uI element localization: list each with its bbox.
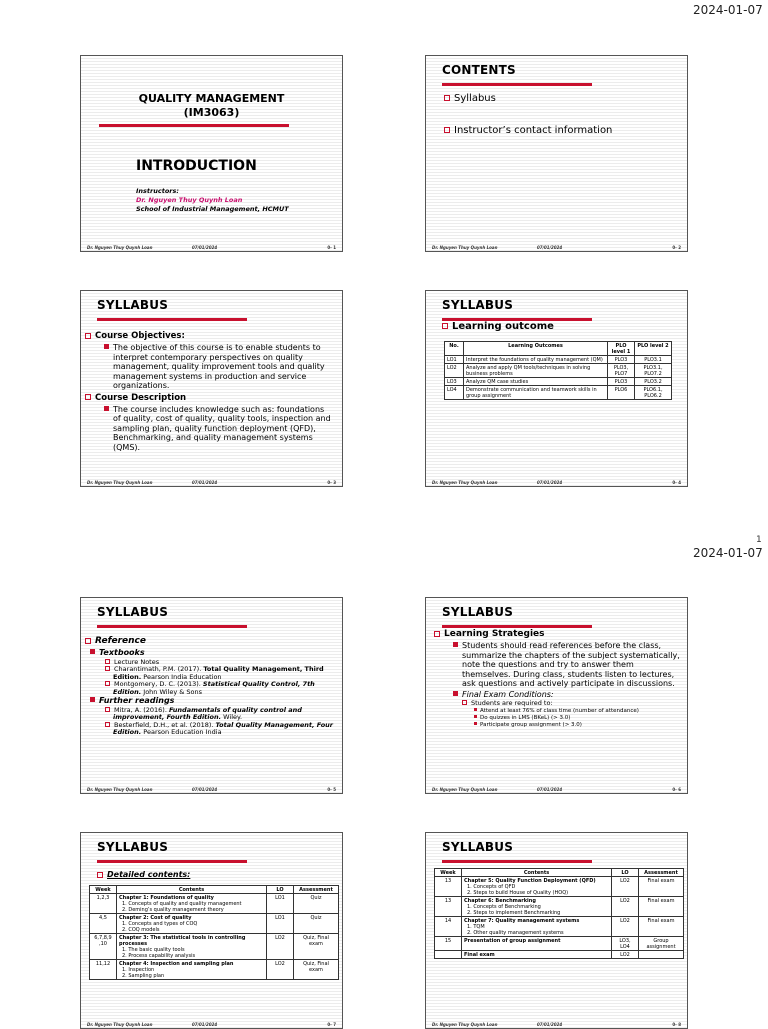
- footer-author: Dr. Nguyen Thuy Quynh Loan: [87, 787, 153, 792]
- title-underline: [97, 625, 247, 628]
- table-header: Week: [90, 886, 117, 894]
- footer-author: Dr. Nguyen Thuy Quynh Loan: [432, 245, 498, 250]
- table-row: [90, 914, 339, 934]
- page-date: 2024-01-07: [693, 546, 763, 560]
- table-cell: PLO3: [608, 356, 635, 364]
- objectives-text: The objective of this course is to enable students to interpret contemporary perspectives on quality management, quality improvement tools and quality management systems in production and service organizations.: [85, 343, 332, 391]
- table-cell: PLO6.1, PLO6.2: [635, 386, 672, 400]
- lo-cell: LO2: [612, 917, 639, 937]
- checkbox-bullet-icon: [444, 127, 450, 133]
- contents-cell: [462, 951, 612, 959]
- chapter-topic: 1. Concepts and types of COQ: [122, 920, 198, 927]
- chapter-title: Chapter 7: Quality management systems: [464, 917, 580, 924]
- slide-8: [425, 832, 688, 1029]
- chapter-topic: 2. COQ models: [122, 926, 160, 933]
- table-header: Week: [435, 869, 462, 877]
- chapter-title: Chapter 3: The statistical tools in controlling processes: [119, 934, 246, 947]
- slide-title: SYLLABUS: [442, 840, 514, 854]
- assessment-cell: [639, 951, 684, 959]
- chapter-topic: 1. The basic quality tools: [122, 946, 185, 953]
- contents-cell: [462, 937, 612, 951]
- lo-cell: LO3, LO4: [612, 937, 639, 951]
- reference-item: Montgomery, D. C. (2013). Statistical Quality Control, 7th Edition. John Wiley & Sons: [85, 681, 338, 696]
- description-text: The course includes knowledge such as: foundations of quality, cost of quality, quality tools, inspection and sampling plan, quality function deployment (QFD), Benchmarking, and quality management systems (QMS).: [85, 405, 332, 453]
- slide-number: 0- 7: [327, 1022, 336, 1027]
- description-heading: Course Description: [85, 393, 332, 403]
- instructors-label: Instructors:: [136, 187, 179, 195]
- table-cell: PLO3: [608, 378, 635, 386]
- slide-number: 0- 6: [672, 787, 681, 792]
- table-row: [435, 877, 684, 897]
- table-row: [445, 364, 672, 378]
- table-header: Contents: [462, 869, 612, 877]
- slide-2: [425, 55, 688, 252]
- table-row: [90, 934, 339, 960]
- bullet-icon: [474, 722, 477, 725]
- slide-1: [80, 55, 343, 252]
- lo-cell: LO2: [612, 877, 639, 897]
- slide-heading: INTRODUCTION: [136, 158, 257, 174]
- table-header: PLO level 1: [608, 342, 635, 356]
- required-text: Students are required to:: [434, 700, 681, 708]
- checkbox-bullet-icon: [105, 681, 110, 686]
- chapter-topic: 1. Concepts of QFD: [467, 883, 516, 890]
- checkbox-bullet-icon: [105, 707, 110, 712]
- footer-date: 07/01/2024: [192, 787, 218, 792]
- contents-item: [444, 125, 612, 136]
- table-cell: Analyze and apply QM tools/techniques in solving business problems: [464, 364, 608, 378]
- table-header-row: [90, 886, 339, 894]
- page-date: 2024-01-07: [693, 3, 763, 17]
- slide-4: [425, 290, 688, 487]
- slide-body: [85, 634, 338, 737]
- chapter-topic: 2. Other quality management systems: [467, 929, 564, 936]
- contents-cell: [117, 934, 267, 960]
- table-cell: LO4: [445, 386, 464, 400]
- assessment-cell: Quiz: [294, 914, 339, 934]
- footer-author: Dr. Nguyen Thuy Quynh Loan: [87, 245, 153, 250]
- table-cell: LO1: [445, 356, 464, 364]
- chapter-title: Chapter 2: Cost of quality: [119, 914, 192, 921]
- chapter-topic: 2. Process capability analysis: [122, 952, 196, 959]
- checkbox-bullet-icon: [462, 700, 467, 705]
- slide-title: SYLLABUS: [97, 605, 169, 619]
- slide-number: 0- 2: [672, 245, 681, 250]
- chapter-topic: 2. Deming’s quality management theory: [122, 906, 224, 913]
- contents-cell: [462, 917, 612, 937]
- checkbox-bullet-icon: [85, 333, 91, 339]
- table-header: LO: [612, 869, 639, 877]
- condition-item: Participate group assignment (> 3.0): [434, 722, 681, 729]
- checkbox-bullet-icon: [442, 323, 448, 329]
- condition-item: Do quizzes in LMS (BKeL) (> 3.0): [434, 715, 681, 722]
- week-cell: 4,5: [90, 914, 117, 934]
- checkbox-bullet-icon: [97, 872, 103, 878]
- chapter-topic: 1. TQM: [467, 923, 485, 930]
- week-cell: 15: [435, 937, 462, 951]
- strategies-heading: Learning Strategies: [434, 629, 681, 639]
- reference-item: Charantimath, P.M. (2017). Total Quality Management, Third Edition. Pearson India Education: [85, 666, 338, 681]
- footer-date: 07/01/2024: [537, 480, 563, 485]
- footer-author: Dr. Nguyen Thuy Quynh Loan: [432, 787, 498, 792]
- slide-5: [80, 597, 343, 794]
- lo-cell: LO1: [267, 914, 294, 934]
- strategy-text: Students should read references before the class, summarize the chapters of the subject systematically, note the questions and try to answer them themselves. During class, students listen to lectures, ask questions and actively participate in discussions.: [434, 641, 681, 689]
- footer-date: 07/01/2024: [192, 480, 218, 485]
- assessment-cell: Final exam: [639, 897, 684, 917]
- week-cell: 11,12: [90, 960, 117, 980]
- table-row: [435, 951, 684, 959]
- table-header: No.: [445, 342, 464, 356]
- slide-number: 0- 8: [672, 1022, 681, 1027]
- checkbox-bullet-icon: [105, 666, 110, 671]
- contents-cell: [117, 914, 267, 934]
- lo-cell: LO1: [267, 894, 294, 914]
- assessment-cell: Final exam: [639, 917, 684, 937]
- table-cell: Demonstrate communication and teamwork skills in group assignment: [464, 386, 608, 400]
- table-row: [90, 960, 339, 980]
- checkbox-bullet-icon: [434, 631, 440, 637]
- table-cell: LO3: [445, 378, 464, 386]
- page-number-mark: 1: [756, 535, 762, 545]
- detailed-contents-table: [89, 885, 339, 980]
- checkbox-bullet-icon: [85, 394, 91, 400]
- table-header-row: [435, 869, 684, 877]
- table-row: [445, 386, 672, 400]
- footer-author: Dr. Nguyen Thuy Quynh Loan: [87, 1022, 153, 1027]
- week-cell: [435, 951, 462, 959]
- table-row: [445, 378, 672, 386]
- assessment-cell: Final exam: [639, 877, 684, 897]
- bullet-icon: [474, 715, 477, 718]
- course-code: (IM3063): [183, 106, 240, 119]
- chapter-title: Chapter 4: Inspection and sampling plan: [119, 960, 234, 967]
- chapter-title: Chapter 6: Benchmarking: [464, 897, 536, 904]
- reference-item: Mitra, A. (2016). Fundamentals of quality control and improvement, Fourth Edition. Wiley.: [85, 707, 338, 722]
- slide-subtitle: Learning outcome: [442, 321, 554, 332]
- table-cell: PLO3, PLO7: [608, 364, 635, 378]
- bullet-icon: [104, 406, 109, 411]
- table-row: [435, 917, 684, 937]
- reference-heading: Reference: [85, 636, 338, 646]
- week-cell: 14: [435, 917, 462, 937]
- checkbox-bullet-icon: [105, 722, 110, 727]
- chapter-topic: 2. Sampling plan: [122, 972, 165, 979]
- school-name: School of Industrial Management, HCMUT: [136, 205, 289, 213]
- table-header: LO: [267, 886, 294, 894]
- footer-author: Dr. Nguyen Thuy Quynh Loan: [432, 1022, 498, 1027]
- slide-title: SYLLABUS: [97, 298, 169, 312]
- checkbox-bullet-icon: [85, 638, 91, 644]
- footer-date: 07/01/2024: [537, 1022, 563, 1027]
- table-header-row: [445, 342, 672, 356]
- objectives-heading: Course Objectives:: [85, 331, 332, 341]
- slide-title: SYLLABUS: [442, 298, 514, 312]
- table-row: [90, 894, 339, 914]
- slide-subtitle: Detailed contents:: [97, 870, 190, 879]
- contents-item-label: Instructor’s contact information: [454, 125, 613, 136]
- slide-title: CONTENTS: [442, 63, 516, 77]
- slide-number: 0- 1: [327, 245, 336, 250]
- table-row: [445, 356, 672, 364]
- lo-cell: LO2: [267, 934, 294, 960]
- course-title: QUALITY MANAGEMENT: [138, 92, 285, 105]
- chapter-topic: 2. Steps to implement Benchmarking: [467, 909, 561, 916]
- bullet-icon: [474, 708, 477, 711]
- bullet-icon: [90, 649, 95, 654]
- chapter-topic: 1. Concepts of quality and quality management: [122, 900, 242, 907]
- table-header: Assessment: [639, 869, 684, 877]
- checkbox-bullet-icon: [105, 659, 110, 664]
- contents-cell: [117, 894, 267, 914]
- table-cell: LO2: [445, 364, 464, 378]
- bullet-icon: [104, 344, 109, 349]
- title-underline: [97, 860, 247, 863]
- lo-cell: LO2: [612, 951, 639, 959]
- week-cell: 13: [435, 897, 462, 917]
- footer-date: 07/01/2024: [192, 1022, 218, 1027]
- table-header: Contents: [117, 886, 267, 894]
- contents-cell: [117, 960, 267, 980]
- chapter-title: Final exam: [464, 951, 495, 958]
- table-cell: PLO3.2: [635, 378, 672, 386]
- slide-6: [425, 597, 688, 794]
- bullet-icon: [453, 642, 458, 647]
- table-header: Learning Outcomes: [464, 342, 608, 356]
- slide-number: 0- 3: [327, 480, 336, 485]
- contents-item-label: Syllabus: [454, 93, 496, 104]
- footer-author: Dr. Nguyen Thuy Quynh Loan: [432, 480, 498, 485]
- table-cell: PLO3.1: [635, 356, 672, 364]
- title-underline: [99, 124, 289, 127]
- table-row: [435, 937, 684, 951]
- further-readings-heading: Further readings: [85, 696, 338, 706]
- chapter-topic: 1. Inspection: [122, 966, 155, 973]
- week-cell: 13: [435, 877, 462, 897]
- detailed-contents-table: [434, 868, 684, 959]
- chapter-title: Chapter 5: Quality Function Deployment (QFD): [464, 877, 596, 884]
- instructor-name: Dr. Nguyen Thuy Quynh Loan: [136, 196, 243, 204]
- assessment-cell: Quiz, Final exam: [294, 934, 339, 960]
- chapter-topic: 1. Concepts of Benchmarking: [467, 903, 541, 910]
- textbooks-heading: Textbooks: [85, 648, 338, 658]
- slide-3: [80, 290, 343, 487]
- footer-author: Dr. Nguyen Thuy Quynh Loan: [87, 480, 153, 485]
- table-header: Assessment: [294, 886, 339, 894]
- condition-item: Attend at least 76% of class time (number of attendance): [434, 708, 681, 715]
- bullet-icon: [453, 691, 458, 696]
- week-cell: 1,2,3: [90, 894, 117, 914]
- assessment-cell: Group assignment: [639, 937, 684, 951]
- contents-item: [444, 93, 496, 104]
- table-cell: PLO6: [608, 386, 635, 400]
- slide-body: [85, 329, 332, 453]
- title-underline: [97, 318, 247, 321]
- slide-body: [434, 627, 681, 729]
- lo-cell: LO2: [612, 897, 639, 917]
- table-header: PLO level 2: [635, 342, 672, 356]
- learning-outcome-table: [444, 341, 672, 400]
- slide-title: SYLLABUS: [442, 605, 514, 619]
- table-cell: Analyze QM case studies: [464, 378, 608, 386]
- reference-item: Besterfield, D.H., et al. (2018). Total Quality Management, Four Edition. Pearson Education India: [85, 722, 338, 737]
- lo-cell: LO2: [267, 960, 294, 980]
- slide-number: 0- 4: [672, 480, 681, 485]
- final-exam-heading: Final Exam Conditions:: [434, 690, 681, 700]
- week-cell: 6,7,8,9 ,10: [90, 934, 117, 960]
- contents-cell: [462, 897, 612, 917]
- slide-7: [80, 832, 343, 1029]
- title-underline: [442, 860, 592, 863]
- assessment-cell: Quiz, Final exam: [294, 960, 339, 980]
- contents-cell: [462, 877, 612, 897]
- bullet-icon: [90, 697, 95, 702]
- footer-date: 07/01/2024: [192, 245, 218, 250]
- title-underline: [442, 83, 592, 86]
- table-cell: PLO3.1, PLO7.2: [635, 364, 672, 378]
- chapter-topic: 2. Steps to build House of Quality (HOQ): [467, 889, 569, 896]
- checkbox-bullet-icon: [444, 95, 450, 101]
- chapter-title: Presentation of group assignment: [464, 937, 561, 944]
- table-cell: Interpret the foundations of quality management (QM): [464, 356, 608, 364]
- assessment-cell: Quiz: [294, 894, 339, 914]
- footer-date: 07/01/2024: [537, 245, 563, 250]
- slide-title: SYLLABUS: [97, 840, 169, 854]
- footer-date: 07/01/2024: [537, 787, 563, 792]
- slide-number: 0- 5: [327, 787, 336, 792]
- chapter-title: Chapter 1: Foundations of quality: [119, 894, 214, 901]
- reference-item: Lecture Notes: [85, 659, 338, 667]
- table-row: [435, 897, 684, 917]
